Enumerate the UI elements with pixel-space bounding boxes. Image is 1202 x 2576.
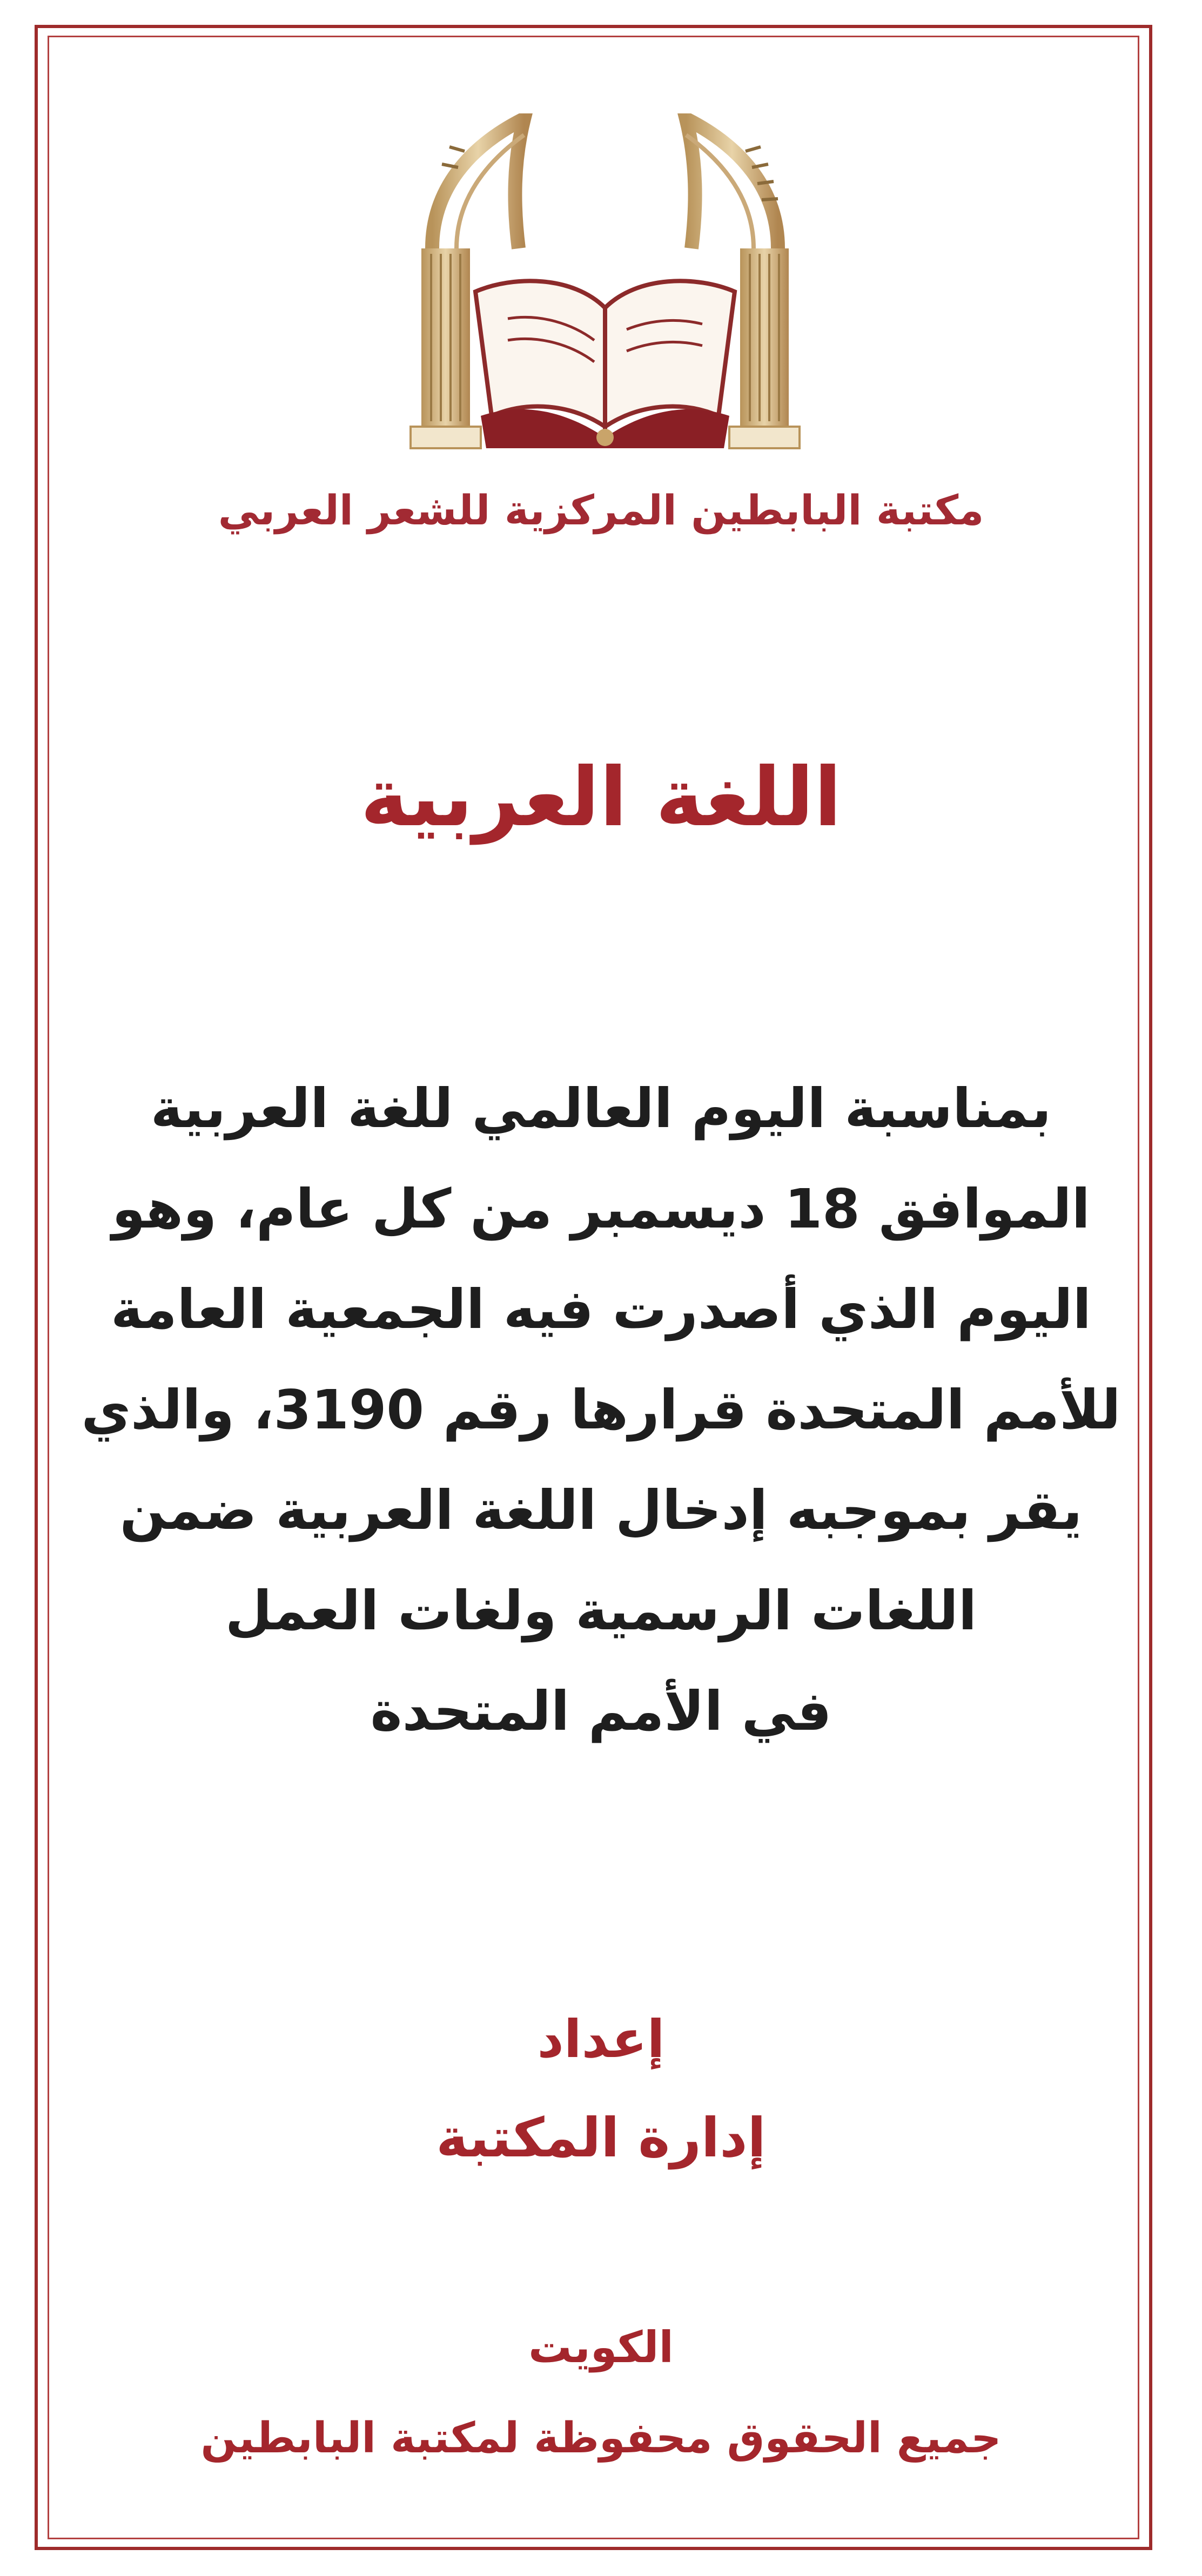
- page-title: اللغة العربية: [360, 751, 842, 845]
- library-name: مكتبة البابطين المركزية للشعر العربي: [218, 486, 984, 534]
- copyright-notice: جميع الحقوق محفوظة لمكتبة البابطين: [200, 2414, 1002, 2463]
- library-logo-icon: [400, 113, 810, 470]
- body-line: في الأمم المتحدة: [370, 1680, 832, 1743]
- prepared-by: إدارة المكتبة: [436, 2106, 766, 2169]
- body-line: للأمم المتحدة قرارها رقم 3190، والذي: [81, 1378, 1121, 1441]
- country: الكويت: [528, 2322, 674, 2372]
- body-paragraph: [76, 1058, 1126, 1762]
- body-line: الموافق 18 ديسمبر من كل عام، وهو: [112, 1177, 1090, 1240]
- body-line: اللغات الرسمية ولغات العمل: [225, 1579, 977, 1642]
- prepared-label: إعداد: [537, 2009, 665, 2069]
- body-line: اليوم الذي أصدرت فيه الجمعية العامة: [111, 1278, 1091, 1341]
- body-line: بمناسبة اليوم العالمي للغة العربية: [150, 1077, 1052, 1140]
- body-line: يقر بموجبه إدخال اللغة العربية ضمن: [119, 1479, 1083, 1542]
